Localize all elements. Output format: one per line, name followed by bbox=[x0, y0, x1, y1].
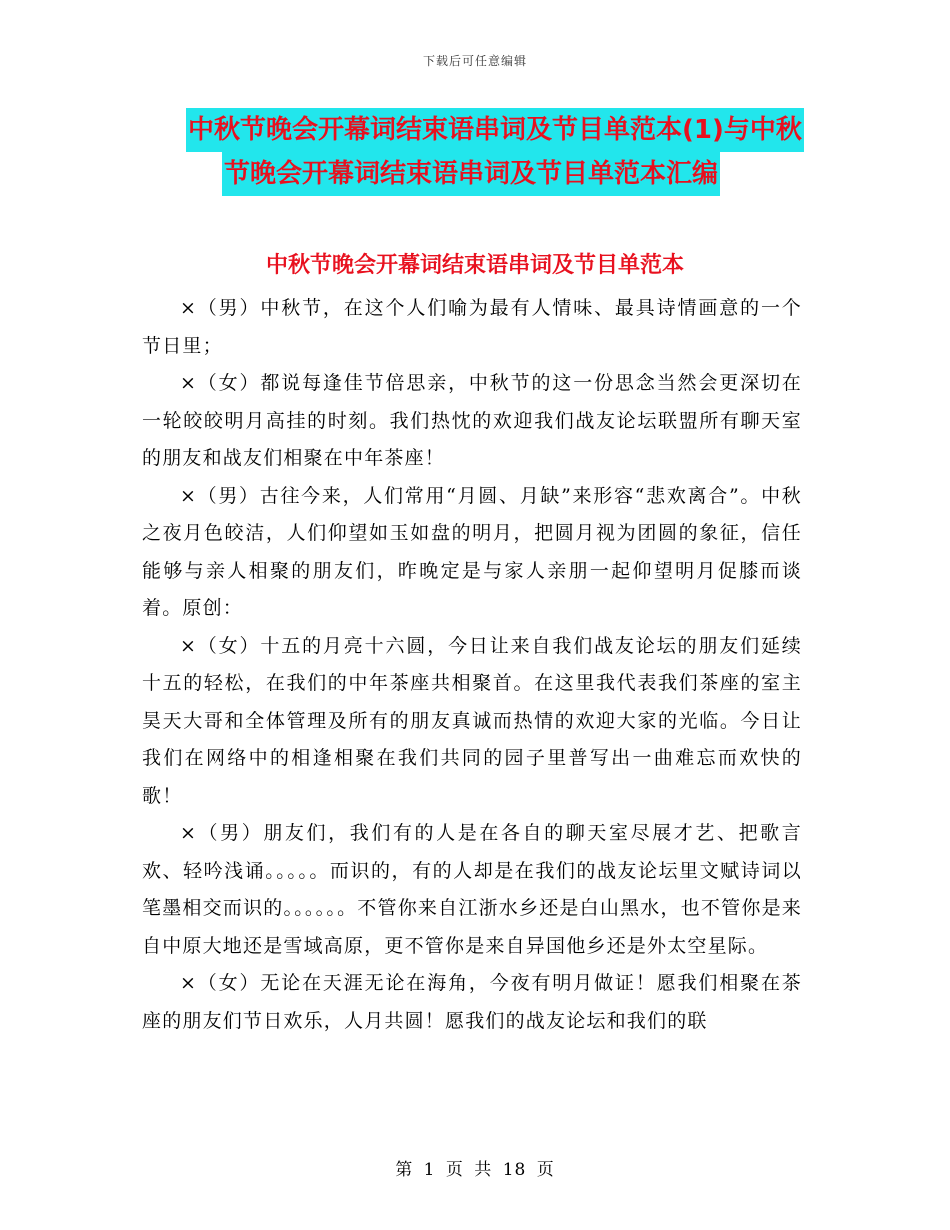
paragraph: ×（男）朋友们，我们有的人是在各自的聊天室尽展才艺、把歌言欢、轻吟浅诵。。。。。而识的，有的人却是在我们的战友论坛里文赋诗词以笔墨相交而识的。。。。。。不管你来自江浙水乡还是白山黑水，也不管你是来自中原大地还是雪域高原，更不管你是来自异国他乡还是外太空星际。 bbox=[142, 822, 802, 957]
paragraph: ×（男）古往今来，人们常用“月圆、月缺”来形容“悲欢离合”。中秋之夜月色皎洁，人们仰望如玉如盘的明月，把圆月视为团圆的象征，信任能够与亲人相聚的朋友们，昨晚定是与家人亲朋一起仰望明月促膝而谈着。原创： bbox=[142, 484, 802, 619]
header-note: 下载后可任意编辑 bbox=[422, 54, 527, 68]
document-title bbox=[186, 108, 826, 196]
page-footer: 第 1 页 共 18 页 bbox=[395, 1160, 555, 1180]
paragraph: ×（女）无论在天涯无论在海角，今夜有明月做证！愿我们相聚在茶座的朋友们节日欢乐，人月共圆！愿我们的战友论坛和我们的联 bbox=[142, 972, 802, 1032]
paragraph: ×（女）都说每逢佳节倍思亲，中秋节的这一份思念当然会更深切在一轮皎皎明月高挂的时刻。我们热忱的欢迎我们战友论坛联盟所有聊天室的朋友和战友们相聚在中年茶座！ bbox=[142, 372, 802, 469]
paragraph: ×（男）中秋节，在这个人们喻为最有人情味、最具诗情画意的一个节日里； bbox=[142, 297, 802, 357]
body-text bbox=[142, 290, 802, 1040]
paragraph: ×（女）十五的月亮十六圆，今日让来自我们战友论坛的朋友们延续十五的轻松，在我们的中年茶座共相聚首。在这里我代表我们茶座的室主昊天大哥和全体管理及所有的朋友真诚而热情的欢迎大家的光临。今日让我们在网络中的相逢相聚在我们共同的园子里普写出一曲难忘而欢快的歌！ bbox=[142, 634, 802, 807]
section-title: 中秋节晚会开幕词结束语串词及节目单范本 bbox=[265, 253, 684, 278]
document-title-line-1: 中秋节晚会开幕词结束语串词及节目单范本(1)与中秋 bbox=[186, 108, 804, 152]
document-title-line-2: 节晚会开幕词结束语串词及节目单范本汇编 bbox=[222, 152, 720, 196]
